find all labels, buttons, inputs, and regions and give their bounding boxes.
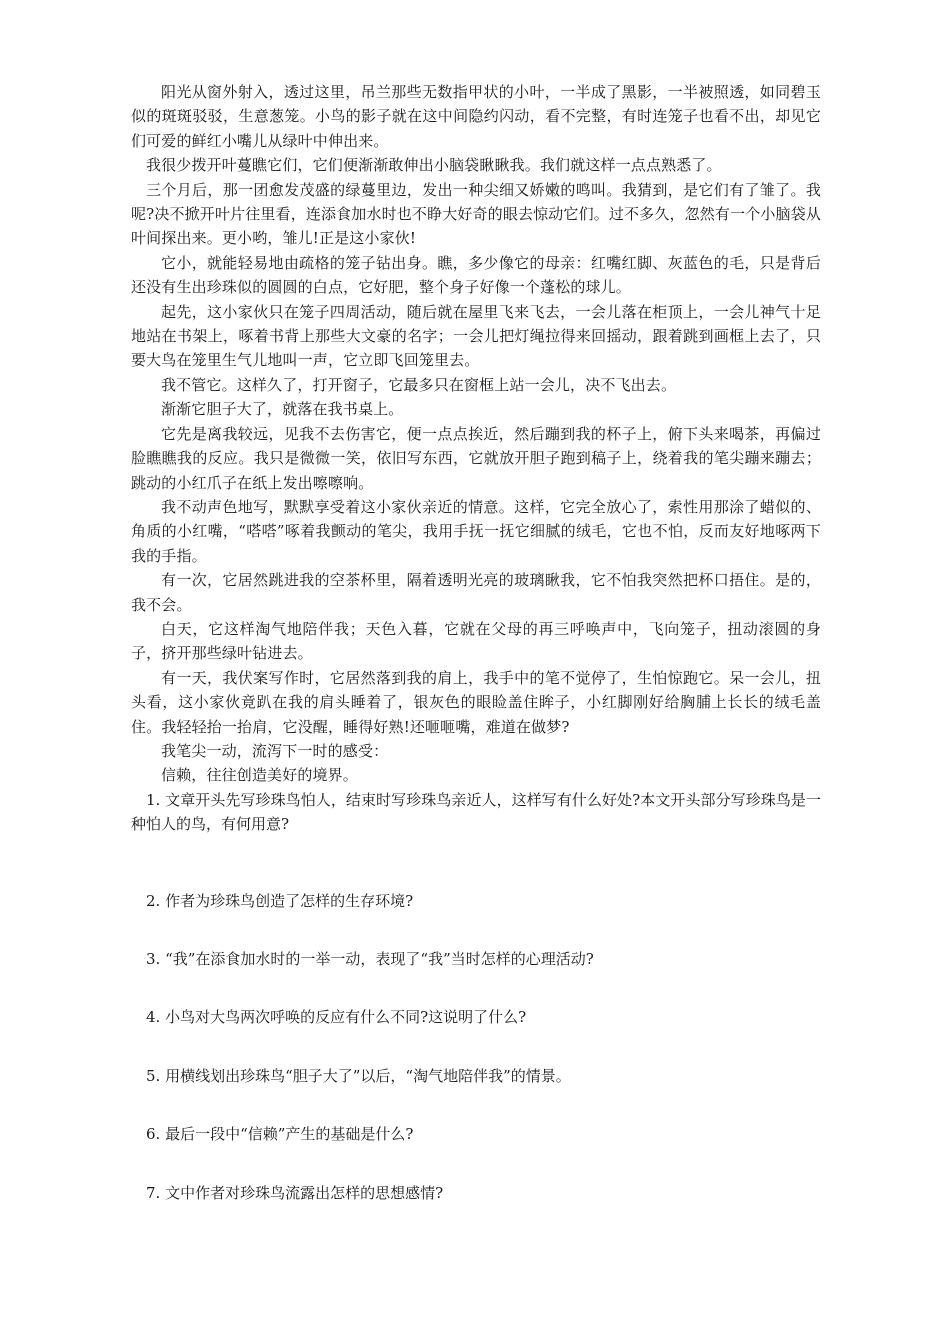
article-paragraph-1: 阳光从窗外射入，透过这里，吊兰那些无数指甲状的小叶，一半成了黑影，一半被照透，如同碧玉似的斑斑驳驳，生意葱笼。小鸟的影子就在这中间隐约闪动，看不完整，有时连笼子也看不出，却见它们可爱的鲜红小嘴儿从绿叶中伸出来。 <box>131 83 821 150</box>
article-paragraph-10: 有一次，它居然跳进我的空茶杯里，隔着透明光亮的玻璃瞅我，它不怕我突然把杯口捂住。是的，我不会。 <box>131 571 821 614</box>
article-paragraph-12: 有一天，我伏案写作时，它居然落到我的肩上，我手中的笔不觉停了，生怕惊跑它。呆一会儿，扭头看，这小家伙竟趴在我的肩头睡着了，银灰色的眼睑盖住眸子，小红脚刚好给胸脯上长长的绒毛盖住。我轻轻抬一抬肩，它没醒，睡得好熟!还咂咂嘴，难道在做梦? <box>131 668 821 736</box>
article-paragraph-7: 渐渐它胆子大了，就落在我书桌上。 <box>161 400 404 419</box>
article-paragraph-8: 它先是离我较远，见我不去伤害它，便一点点挨近，然后蹦到我的杯子上，俯下头来喝茶，再偏过脸瞧瞧我的反应。我只是微微一笑，依旧写东西，它就放开胆子跑到稿子上，绕着我的笔尖蹦来蹦去；跳动的小红爪子在纸上发出嚓嚓响。 <box>131 424 821 492</box>
question-5: 5. 用横线划出珍珠鸟“胆子大了”以后，“淘气地陪伴我”的情景。 <box>146 1066 571 1085</box>
article-paragraph-9: 我不动声色地写，默默享受着这小家伙亲近的情意。这样，它完全放心了，索性用那涂了蜡似的、角质的小红嘴，“嗒嗒”啄着我颤动的笔尖，我用手抚一抚它细腻的绒毛，它也不怕，反而友好地啄两下我的手指。 <box>131 497 821 565</box>
question-6: 6. 最后一段中“信赖”产生的基础是什么? <box>146 1125 414 1144</box>
article-body <box>131 80 821 788</box>
article-paragraph-14: 信赖，往往创造美好的境界。 <box>161 766 358 785</box>
question-list <box>131 788 821 1205</box>
article-paragraph-6: 我不管它。这样久了，打开窗子，它最多只在窗框上站一会儿，决不飞出去。 <box>161 375 677 394</box>
document-page <box>131 80 821 1205</box>
article-paragraph-3: 三个月后，那一团愈发茂盛的绿蔓里边，发出一种尖细又娇嫩的鸣叫。我猜到，是它们有了雏了。我呢?决不掀开叶片往里看，连添食加水时也不睁大好奇的眼去惊动它们。过不多久，忽然有一个小脑袋从叶间探出来。更小哟，雏儿!正是这小家伙! <box>131 180 821 248</box>
article-paragraph-11: 白天，它这样淘气地陪伴我；天色入暮，它就在父母的再三呼唤声中，飞向笼子，扭动滚圆的身子，挤开那些绿叶钻进去。 <box>131 619 821 663</box>
article-paragraph-13: 我笔尖一动，流泻下一时的感受： <box>161 741 389 760</box>
question-7: 7. 文中作者对珍珠鸟流露出怎样的思想感情? <box>146 1183 444 1202</box>
article-paragraph-5: 起先，这小家伙只在笼子四周活动，随后就在屋里飞来飞去，一会儿落在柜顶上，一会儿神气十足地站在书架上，啄着书背上那些大文豪的名字；一会儿把灯绳拉得来回摇动，跟着跳到画框上去了，只要大鸟在笼里生气儿地叫一声，它立即飞回笼里去。 <box>131 302 821 370</box>
question-1: 1. 文章开头先写珍珠鸟怕人，结束时写珍珠鸟亲近人，这样写有什么好处?本文开头部分写珍珠鸟是一种怕人的鸟，有何用意? <box>131 790 821 834</box>
article-paragraph-2: 我很少拨开叶蔓瞧它们，它们便渐渐敢伸出小脑袋瞅瞅我。我们就这样一点点熟悉了。 <box>146 156 722 175</box>
question-2: 2. 作者为珍珠鸟创造了怎样的生存环境? <box>146 891 414 910</box>
question-3: 3. “我”在添食加水时的一举一动，表现了“我”当时怎样的心理活动? <box>146 950 594 968</box>
article-paragraph-4: 它小，就能轻易地由疏格的笼子钻出身。瞧，多少像它的母亲：红嘴红脚、灰蓝色的毛，只是背后还没有生出珍珠似的圆圆的白点，它好肥，整个身子好像一个蓬松的球儿。 <box>131 253 821 297</box>
question-4: 4. 小鸟对大鸟两次呼唤的反应有什么不同?这说明了什么? <box>146 1008 527 1027</box>
